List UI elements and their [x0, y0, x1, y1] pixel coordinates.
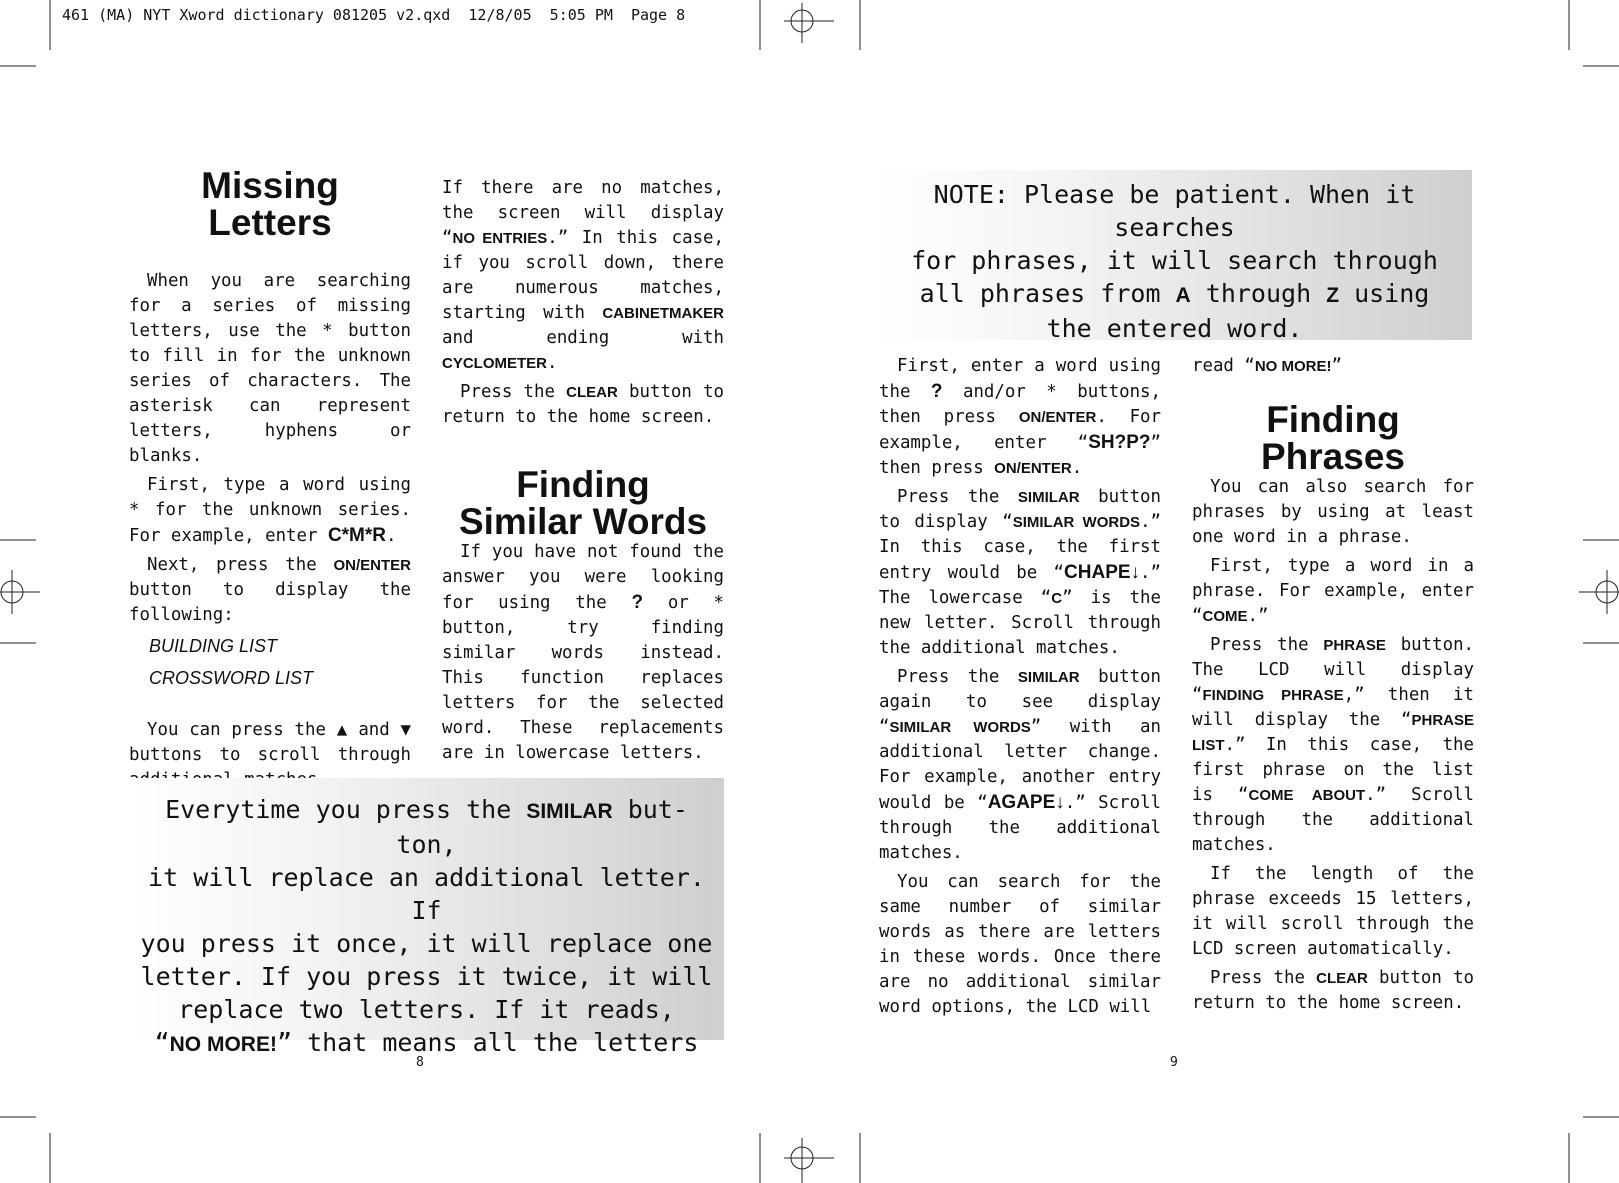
finding-phrases-column [1192, 354, 1474, 1020]
missing-letters-p3: Next, press the ON/ENTER button to display the following: [129, 555, 411, 625]
missing-letters-title: Missing Letters [201, 165, 339, 243]
finding-similar-words-title: Finding Similar Words [458, 464, 708, 542]
registration-target-left-icon [0, 570, 40, 614]
patience-note-banner: NOTE: Please be patient. When it searches for phrases, it will search through all phrases from A through Z using the entered word. [877, 170, 1472, 340]
finding-phrases-p4: If the length of the phrase exceeds 15 letters, it will scroll through the LCD screen automatically. [1192, 864, 1474, 959]
lcd-item-crossword-list: CROSSWORD LIST [149, 668, 314, 688]
finding-similar-words-p1: If you have not found the answer you were looking for using the ? or * button, try finding similar words instead. This function replaces letters for the selected word. These replacements are in lowercase letters. [442, 542, 724, 763]
missing-letters-p4: You can press the ▲ and ▼ buttons to scroll through [129, 720, 411, 765]
no-more-continuation: read “NO MORE!” [1192, 356, 1342, 376]
finding-phrases-p1: You can also search for phrases by using at least one word in a phrase. [1192, 477, 1474, 547]
missing-letters-p2: First, type a word using * for the unknown series. For example, enter C*M*R. [129, 475, 411, 546]
missing-letters-p1: When you are searching for a series of missing letters, use the * button to fill in for the unknown series of characters. The asterisk can represent letters, hyphens or blanks. [129, 271, 411, 466]
finding-phrases-p5: Press the CLEAR button to return to the home screen. [1192, 968, 1475, 1013]
no-matches-column [442, 176, 724, 770]
no-matches-p2: Press the CLEAR button to return to the home screen. [442, 382, 725, 427]
file-slug-header: 461 (MA) NYT Xword dictionary 081205 v2.qxd 12/8/05 5:05 PM Page 8 [62, 6, 686, 24]
similar-example-p3: Press the SIMILAR button again to see display “SIMILAR WORDS” with an additional letter change. For example, another entry would be “AGAPE↓.” Scroll through the additional matches. [879, 667, 1162, 863]
page-number-left: 8 [416, 1055, 424, 1070]
similar-example-p1: First, enter a word using the ? and/or * buttons, then press ON/ENTER. For example, enter “SH?P?” then press ON/ENTER. [879, 356, 1161, 478]
similar-words-example-column [879, 354, 1161, 1024]
page-number-right: 9 [1170, 1055, 1178, 1070]
finding-phrases-p3: Press the PHRASE button. The LCD will display “FINDING PHRASE,” then it will display the “PHRASE LIST.” In this case, the first phrase on the list is “COME ABOUT.” Scroll through the additional matches. [1192, 635, 1475, 855]
registration-target-bottom-icon [784, 1138, 834, 1183]
finding-phrases-p2: First, type a word in a phrase. For example, enter “COME.” [1192, 556, 1474, 626]
lcd-item-building-list: BUILDING LIST [149, 636, 278, 656]
up-arrow-icon: ▲ [336, 720, 348, 740]
similar-example-p4: You can search for the same number of similar words as there are letters in these words. Once there are no additional similar word options, the LCD will [879, 872, 1161, 1017]
missing-letters-column [129, 167, 411, 797]
similar-example-p2: Press the SIMILAR button to display “SIMILAR WORDS.” In this case, the first entry would be “CHAPE↓.” The lowercase “C” is the new letter. Scroll through the additional matches. [879, 487, 1162, 658]
registration-target-top-icon [784, 3, 834, 43]
down-arrow-icon: ▼ [400, 720, 411, 740]
similar-button-tip-banner: Everytime you press the SIMILAR but- ton, it will replace an additional letter. If you press it once, it will replace one letter. If you press it twice, it will replace two letters. If it reads, “NO MORE!” that means all the letters [129, 778, 724, 1040]
no-matches-p1: If there are no matches, the screen will display “NO ENTRIES.” In this case, if you scroll down, there are numerous matches, starting with CABINETMAKER and ending with CYCLOMETER. [442, 178, 724, 373]
registration-target-right-icon [1579, 570, 1619, 614]
finding-phrases-title: Finding Phrases [1261, 399, 1405, 477]
